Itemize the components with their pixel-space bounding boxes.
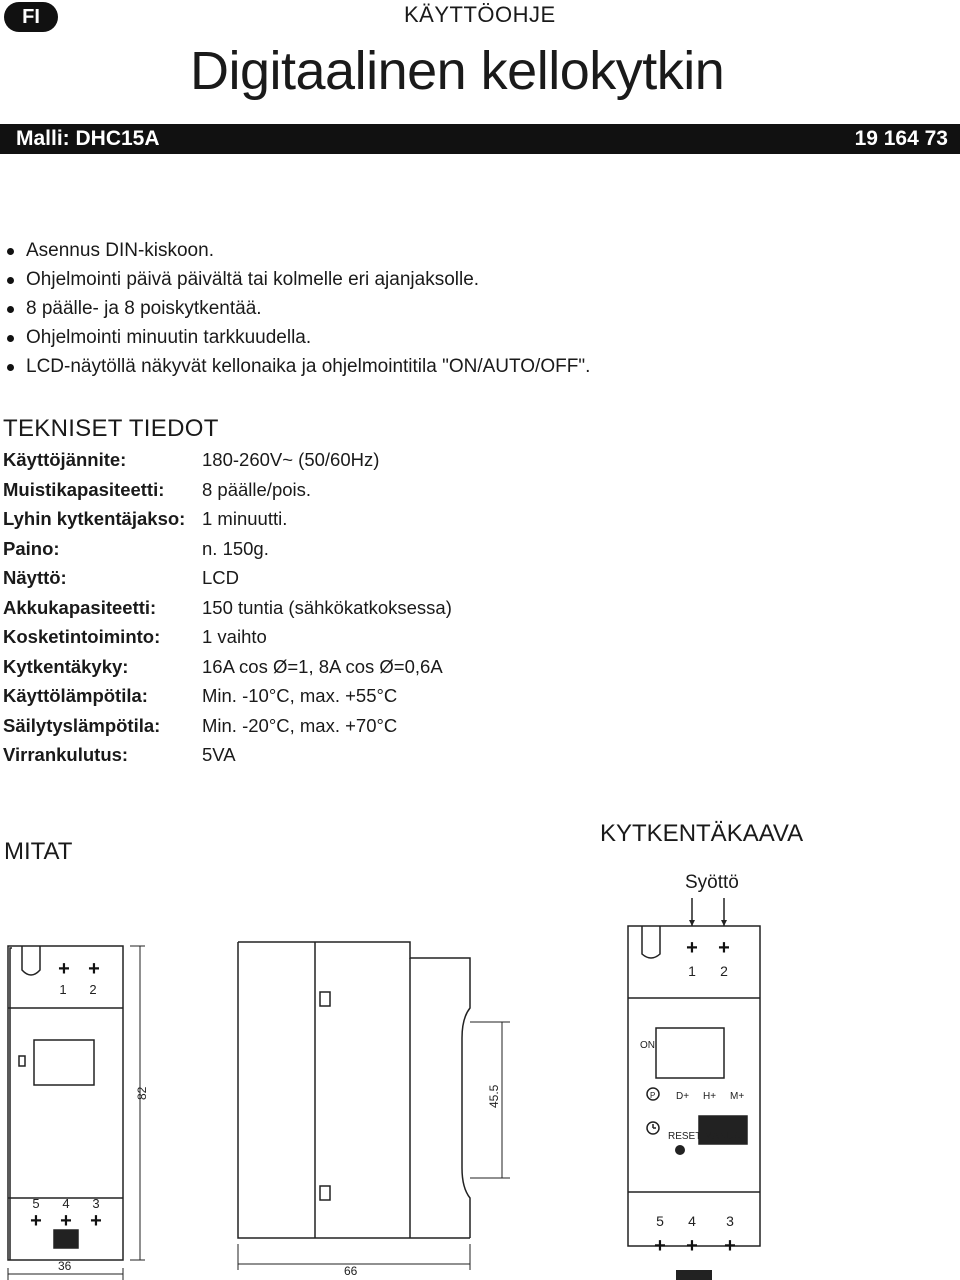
feature-list <box>4 236 590 381</box>
plus-icon: + <box>686 1235 698 1257</box>
plus-icon: + <box>88 958 100 980</box>
specs-table <box>3 445 563 770</box>
spec-row <box>3 740 563 770</box>
terminal-label: 4 <box>62 1196 70 1211</box>
feature-item: Ohjelmointi päivä päivältä tai kolmelle eri ajanjaksolle. <box>4 265 590 294</box>
spec-row <box>3 622 563 652</box>
front-view-drawing <box>0 930 160 1280</box>
plus-icon: + <box>60 1210 72 1232</box>
reset-label: RESET <box>668 1131 702 1142</box>
spec-row <box>3 681 563 711</box>
depth-dimension: 66 <box>344 1264 358 1278</box>
terminal-label: 3 <box>726 1213 734 1229</box>
document-type: KÄYTTÖOHJE <box>404 2 556 27</box>
plus-icon: + <box>724 1235 736 1257</box>
terminal-label: 1 <box>59 982 67 997</box>
spec-value: 8 päälle/pois. <box>202 478 312 500</box>
spec-value: Min. -10°C, max. +55°C <box>202 685 398 706</box>
spec-row <box>3 534 563 564</box>
height-dimension: 82 <box>135 1086 149 1100</box>
feature-item: 8 päälle- ja 8 poiskytkentää. <box>4 294 590 323</box>
hour-plus-label: H+ <box>703 1091 717 1102</box>
language-badge: FI <box>4 2 58 32</box>
spec-value: 1 vaihto <box>202 626 267 647</box>
p-button-label: P <box>650 1091 656 1100</box>
spec-value: 5VA <box>202 744 236 765</box>
terminal-label: 5 <box>656 1213 664 1229</box>
spec-row <box>3 711 563 741</box>
spec-label: Lyhin kytkentäjakso: <box>3 508 186 529</box>
feature-item: Ohjelmointi minuutin tarkkuudella. <box>4 323 590 352</box>
plus-icon: + <box>686 937 698 959</box>
spec-label: Virrankulutus: <box>3 744 129 765</box>
spec-row <box>3 593 563 623</box>
specs-heading: TEKNISET TIEDOT <box>3 415 219 442</box>
manual-label: MANUAL <box>704 1131 746 1142</box>
terminal-label: 5 <box>32 1196 40 1211</box>
plus-icon: + <box>90 1210 102 1232</box>
plus-icon: + <box>58 958 70 980</box>
spec-label: Säilytyslämpötila: <box>3 714 161 736</box>
spec-label: Näyttö: <box>3 567 67 588</box>
wiring-diagram <box>620 896 780 1280</box>
spec-label: Paino: <box>3 537 60 559</box>
plus-icon: + <box>654 1235 666 1257</box>
plus-icon: + <box>30 1210 42 1232</box>
feature-item: LCD-näytöllä näkyvät kellonaika ja ohjelmointitila "ON/AUTO/OFF". <box>4 352 590 381</box>
feature-item: Asennus DIN-kiskoon. <box>4 236 590 265</box>
spec-value: 180-260V~ (50/60Hz) <box>202 449 380 470</box>
terminal-label: 4 <box>688 1213 696 1229</box>
spec-row <box>3 445 563 475</box>
spec-row <box>3 475 563 505</box>
minute-plus-label: M+ <box>730 1091 745 1102</box>
model-name: Malli: DHC15A <box>16 127 160 150</box>
dimensions-title: MITAT <box>4 838 73 865</box>
product-code: 19 164 73 <box>854 127 948 150</box>
spec-label: Kosketintoiminto: <box>3 626 161 647</box>
day-plus-label: D+ <box>676 1091 690 1102</box>
supply-label: Syöttö <box>685 872 739 893</box>
spec-value: Min. -20°C, max. +70°C <box>202 714 398 736</box>
terminal-label: 2 <box>89 982 97 997</box>
spec-row <box>3 504 563 534</box>
wiring-title: KYTKENTÄKAAVA <box>600 820 804 847</box>
model-bar <box>0 124 960 154</box>
spec-value: 16A cos Ø=1, 8A cos Ø=0,6A <box>202 655 443 677</box>
spec-value: 150 tuntia (sähkökatkoksessa) <box>202 596 452 618</box>
side-view-drawing <box>230 938 520 1280</box>
rail-dimension: 45.5 <box>487 1084 501 1108</box>
spec-label: Käyttölämpötila: <box>3 685 148 706</box>
spec-value: n. 150g. <box>202 537 269 559</box>
width-dimension: 36 <box>58 1259 72 1273</box>
spec-row <box>3 563 563 593</box>
terminal-label: 1 <box>688 963 696 979</box>
spec-label: Kytkentäkyky: <box>3 655 129 677</box>
plus-icon: + <box>718 937 730 959</box>
document-title: Digitaalinen kellokytkin <box>190 41 725 101</box>
on-label: ON <box>640 1040 655 1051</box>
spec-label: Akkukapasiteetti: <box>3 596 157 618</box>
spec-value: LCD <box>202 567 240 588</box>
spec-value: 1 minuutti. <box>202 508 288 529</box>
terminal-label: 2 <box>720 963 728 979</box>
spec-label: Muistikapasiteetti: <box>3 478 165 500</box>
terminal-label: 3 <box>92 1196 100 1211</box>
spec-row <box>3 652 563 682</box>
spec-label: Käyttöjännite: <box>3 449 127 470</box>
